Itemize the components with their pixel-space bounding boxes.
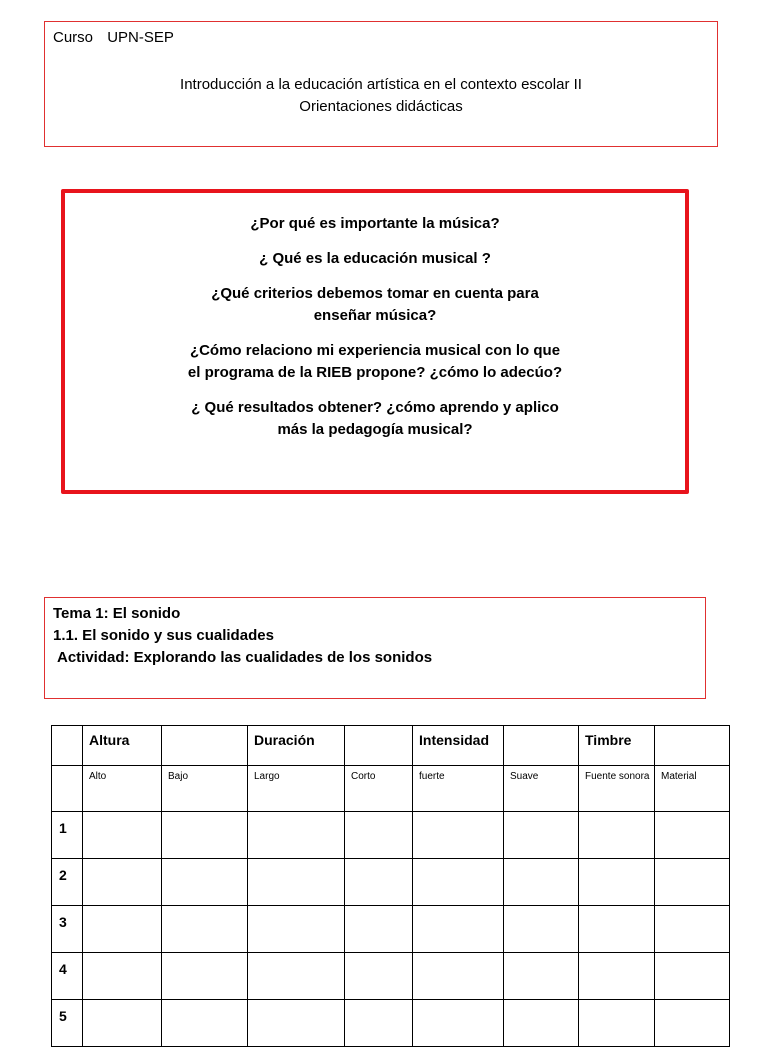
row-number: 3 bbox=[52, 906, 83, 953]
header-cell-altura: Altura bbox=[83, 726, 162, 766]
table-row bbox=[52, 859, 730, 906]
empty-answer-cell bbox=[162, 859, 248, 906]
header-cell-timbre: Timbre bbox=[579, 726, 655, 766]
empty-answer-cell bbox=[655, 1000, 730, 1047]
header-cell bbox=[345, 726, 413, 766]
course-title bbox=[45, 74, 717, 118]
table-subheader-row bbox=[52, 766, 730, 812]
table-row bbox=[52, 1000, 730, 1047]
empty-answer-cell bbox=[83, 953, 162, 1000]
empty-answer-cell bbox=[504, 1000, 579, 1047]
course-line bbox=[53, 29, 174, 46]
course-header-box bbox=[44, 21, 718, 147]
sound-qualities-table bbox=[51, 725, 730, 1047]
topic-box bbox=[44, 597, 706, 699]
empty-answer-cell bbox=[162, 812, 248, 859]
activity-title: Actividad: Explorando las cualidades de los sonidos bbox=[57, 649, 433, 666]
empty-answer-cell bbox=[655, 859, 730, 906]
empty-answer-cell bbox=[162, 1000, 248, 1047]
empty-answer-cell bbox=[655, 812, 730, 859]
subheader-cell-suave: Suave bbox=[504, 766, 579, 812]
empty-answer-cell bbox=[83, 906, 162, 953]
empty-answer-cell bbox=[345, 953, 413, 1000]
topic-title: Tema 1: El sonido bbox=[53, 605, 181, 622]
empty-answer-cell bbox=[579, 1000, 655, 1047]
course-title-line-1: Introducción a la educación artística en el contexto escolar II bbox=[180, 76, 582, 93]
questions-box bbox=[61, 189, 689, 494]
table-header-row bbox=[52, 726, 730, 766]
question-4-line-2: el programa de la RIEB propone? ¿cómo lo adecúo? bbox=[187, 364, 563, 381]
course-title-line-2: Orientaciones didácticas bbox=[299, 98, 463, 115]
empty-answer-cell bbox=[83, 1000, 162, 1047]
question-2-text: ¿ Qué es la educación musical ? bbox=[259, 250, 491, 267]
empty-answer-cell bbox=[413, 906, 504, 953]
empty-answer-cell bbox=[83, 859, 162, 906]
empty-answer-cell bbox=[413, 953, 504, 1000]
row-number: 5 bbox=[52, 1000, 83, 1047]
question-3-line-2: enseñar música? bbox=[313, 307, 437, 324]
subheader-cell-fuente-sonora: Fuente sonora bbox=[579, 766, 655, 812]
subheader-cell bbox=[52, 766, 83, 812]
row-number: 2 bbox=[52, 859, 83, 906]
header-cell bbox=[52, 726, 83, 766]
empty-answer-cell bbox=[579, 859, 655, 906]
header-cell bbox=[162, 726, 248, 766]
question-4-line-1: ¿Cómo relaciono mi experiencia musical con lo que bbox=[189, 342, 561, 359]
table-row bbox=[52, 953, 730, 1000]
empty-answer-cell bbox=[345, 859, 413, 906]
row-number: 4 bbox=[52, 953, 83, 1000]
question-5 bbox=[65, 397, 685, 441]
topic-subtitle: 1.1. El sonido y sus cualidades bbox=[53, 627, 274, 644]
question-5-line-1: ¿ Qué resultados obtener? ¿cómo aprendo y aplico bbox=[191, 399, 559, 416]
question-2 bbox=[65, 248, 685, 270]
question-3-line-1: ¿Qué criterios debemos tomar en cuenta para bbox=[211, 285, 539, 302]
question-4 bbox=[65, 340, 685, 384]
empty-answer-cell bbox=[162, 906, 248, 953]
empty-answer-cell bbox=[413, 1000, 504, 1047]
subheader-cell-material: Material bbox=[655, 766, 730, 812]
empty-answer-cell bbox=[345, 1000, 413, 1047]
subheader-cell-bajo: Bajo bbox=[162, 766, 248, 812]
empty-answer-cell bbox=[579, 812, 655, 859]
header-cell bbox=[655, 726, 730, 766]
empty-answer-cell bbox=[579, 953, 655, 1000]
empty-answer-cell bbox=[413, 859, 504, 906]
question-5-line-2: más la pedagogía musical? bbox=[277, 421, 473, 438]
subheader-cell-alto: Alto bbox=[83, 766, 162, 812]
empty-answer-cell bbox=[579, 906, 655, 953]
empty-answer-cell bbox=[248, 906, 345, 953]
empty-answer-cell bbox=[413, 812, 504, 859]
empty-answer-cell bbox=[83, 812, 162, 859]
course-name: UPN-SEP bbox=[107, 29, 174, 46]
empty-answer-cell bbox=[248, 859, 345, 906]
header-cell-intensidad: Intensidad bbox=[413, 726, 504, 766]
empty-answer-cell bbox=[162, 953, 248, 1000]
subheader-cell-fuerte: fuerte bbox=[413, 766, 504, 812]
table-body bbox=[52, 726, 730, 1047]
table-row bbox=[52, 812, 730, 859]
empty-answer-cell bbox=[504, 812, 579, 859]
empty-answer-cell bbox=[248, 812, 345, 859]
subheader-cell-largo: Largo bbox=[248, 766, 345, 812]
question-1 bbox=[65, 213, 685, 235]
course-label: Curso bbox=[53, 29, 94, 46]
question-1-text: ¿Por qué es importante la música? bbox=[250, 215, 500, 232]
table-row bbox=[52, 906, 730, 953]
empty-answer-cell bbox=[655, 953, 730, 1000]
empty-answer-cell bbox=[345, 812, 413, 859]
subheader-cell-corto: Corto bbox=[345, 766, 413, 812]
empty-answer-cell bbox=[248, 1000, 345, 1047]
row-number: 1 bbox=[52, 812, 83, 859]
empty-answer-cell bbox=[504, 859, 579, 906]
empty-answer-cell bbox=[248, 953, 345, 1000]
header-cell-duracion: Duración bbox=[248, 726, 345, 766]
empty-answer-cell bbox=[345, 906, 413, 953]
empty-answer-cell bbox=[655, 906, 730, 953]
empty-answer-cell bbox=[504, 953, 579, 1000]
question-3 bbox=[65, 283, 685, 327]
empty-answer-cell bbox=[504, 906, 579, 953]
header-cell bbox=[504, 726, 579, 766]
